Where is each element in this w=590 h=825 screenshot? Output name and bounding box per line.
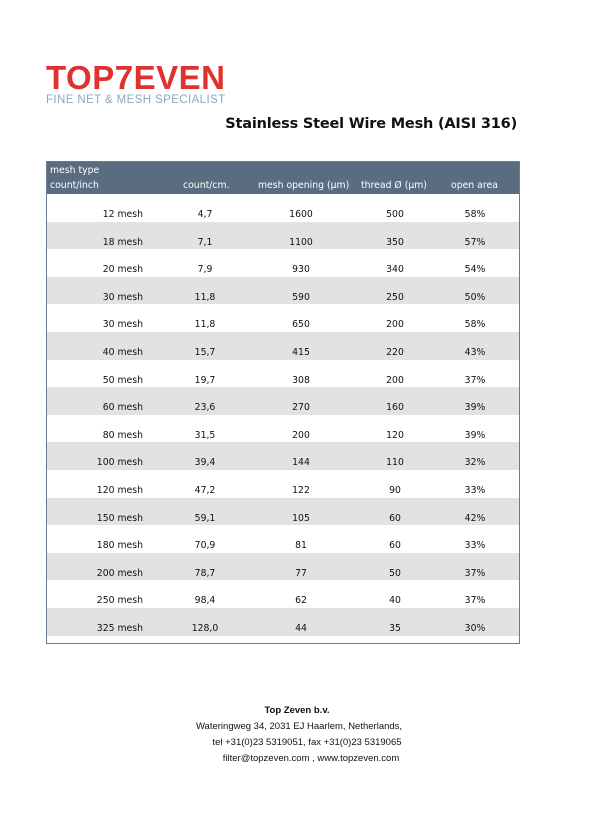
cell-mesh-count: 50 mesh xyxy=(102,374,143,386)
cell-count-cm: 19,7 xyxy=(194,374,216,386)
header-count-inch: count/inch xyxy=(50,180,99,191)
table-row xyxy=(47,277,519,305)
table-row xyxy=(47,553,519,581)
cell-count-cm: 15,7 xyxy=(194,346,216,358)
cell-count-cm: 59,1 xyxy=(194,512,216,524)
cell-mesh-count: 12 mesh xyxy=(102,209,143,220)
cell-mesh-count: 200 mesh xyxy=(96,567,143,579)
table-row xyxy=(47,304,519,332)
logo-wordmark: TOP7EVEN xyxy=(46,59,226,96)
cell-mesh-opening: 590 xyxy=(292,291,310,303)
cell-open-area: 58% xyxy=(464,319,486,331)
cell-mesh-count: 100 mesh xyxy=(96,457,143,469)
cell-count-cm: 78,7 xyxy=(194,567,216,579)
cell-count-cm: 7,9 xyxy=(197,264,213,276)
cell-mesh-opening: 122 xyxy=(292,484,310,496)
cell-open-area: 37% xyxy=(464,374,486,386)
cell-count-cm: 39,4 xyxy=(194,457,216,469)
footer-company: Top Zeven b.v. xyxy=(264,705,330,716)
cell-thread: 40 xyxy=(389,595,401,607)
cell-mesh-opening: 930 xyxy=(292,264,310,276)
cell-mesh-opening: 270 xyxy=(292,402,310,414)
cell-count-cm: 7,1 xyxy=(197,236,213,248)
cell-open-area: 39% xyxy=(464,429,486,441)
cell-mesh-opening: 105 xyxy=(292,512,310,524)
header-mesh-opening: mesh opening (µm) xyxy=(258,180,350,191)
cell-mesh-count: 30 mesh xyxy=(102,319,143,331)
cell-open-area: 39% xyxy=(464,402,486,414)
table-row xyxy=(47,442,519,470)
table-row xyxy=(47,249,519,277)
cell-count-cm: 23,6 xyxy=(194,402,216,414)
table-row xyxy=(47,332,519,360)
cell-open-area: 54% xyxy=(464,264,486,276)
cell-mesh-opening: 62 xyxy=(295,595,307,607)
cell-thread: 200 xyxy=(386,319,404,331)
table-row xyxy=(47,387,519,415)
cell-thread: 60 xyxy=(389,512,401,524)
cell-mesh-count: 18 mesh xyxy=(102,236,143,248)
cell-open-area: 30% xyxy=(464,622,486,634)
table-row xyxy=(47,415,519,443)
page-footer xyxy=(0,703,590,767)
cell-count-cm: 47,2 xyxy=(194,484,216,496)
cell-mesh-count: 250 mesh xyxy=(96,595,143,607)
cell-mesh-count: 325 mesh xyxy=(96,622,143,634)
cell-count-cm: 70,9 xyxy=(194,540,216,552)
cell-open-area: 42% xyxy=(464,512,486,524)
logo-tagline: FINE NET & MESH SPECIALIST xyxy=(46,94,226,106)
cell-count-cm: 31,5 xyxy=(194,429,216,441)
cell-mesh-opening: 81 xyxy=(295,540,307,552)
cell-mesh-opening: 308 xyxy=(292,374,310,386)
cell-count-cm: 98,4 xyxy=(194,595,216,607)
header-thread-diameter: thread Ø (µm) xyxy=(361,180,427,191)
cell-mesh-opening: 44 xyxy=(295,622,307,634)
cell-open-area: 33% xyxy=(464,484,486,496)
table-row xyxy=(47,360,519,388)
cell-thread: 35 xyxy=(389,622,401,634)
cell-count-cm: 128,0 xyxy=(191,622,219,634)
cell-thread: 200 xyxy=(386,374,404,386)
cell-mesh-opening: 1100 xyxy=(289,236,313,248)
cell-open-area: 57% xyxy=(464,236,486,248)
cell-thread: 250 xyxy=(386,291,404,303)
cell-open-area: 58% xyxy=(464,209,486,220)
page-title: Stainless Steel Wire Mesh (AISI 316) xyxy=(225,116,517,132)
table-row xyxy=(47,608,519,636)
cell-mesh-opening: 650 xyxy=(292,319,310,331)
cell-open-area: 37% xyxy=(464,595,486,607)
cell-thread: 120 xyxy=(386,429,404,441)
footer-phone: tel +31(0)23 5319051, fax +31(0)23 5319065 xyxy=(212,737,402,748)
cell-mesh-count: 40 mesh xyxy=(102,346,143,358)
cell-mesh-opening: 1600 xyxy=(289,209,313,220)
table-row xyxy=(47,194,519,222)
table-row xyxy=(47,222,519,250)
company-logo xyxy=(46,59,226,107)
footer-address: Wateringweg 34, 2031 EJ Haarlem, Netherlands, xyxy=(195,721,403,732)
cell-thread: 220 xyxy=(386,346,404,358)
mesh-spec-table xyxy=(46,161,520,644)
cell-thread: 90 xyxy=(389,484,401,496)
cell-mesh-count: 30 mesh xyxy=(102,291,143,303)
cell-open-area: 37% xyxy=(464,567,486,579)
cell-thread: 500 xyxy=(386,209,404,220)
cell-mesh-opening: 200 xyxy=(292,429,310,441)
cell-open-area: 50% xyxy=(464,291,486,303)
cell-count-cm: 11,8 xyxy=(194,319,216,331)
cell-open-area: 32% xyxy=(464,457,486,469)
cell-thread: 350 xyxy=(386,236,404,248)
cell-thread: 160 xyxy=(386,402,404,414)
header-mesh-type: mesh type xyxy=(50,165,100,176)
cell-count-cm: 11,8 xyxy=(194,291,216,303)
table-row xyxy=(47,470,519,498)
cell-count-cm: 4,7 xyxy=(197,209,213,220)
header-count-cm: count/cm. xyxy=(183,180,230,191)
cell-mesh-opening: 77 xyxy=(295,567,307,579)
header-open-area: open area xyxy=(451,180,498,191)
footer-contact: filter@topzeven.com , www.topzeven.com xyxy=(222,753,400,764)
table-row xyxy=(47,525,519,553)
cell-open-area: 43% xyxy=(464,346,486,358)
table-row xyxy=(47,580,519,608)
cell-mesh-count: 120 mesh xyxy=(96,484,143,496)
cell-mesh-count: 150 mesh xyxy=(96,512,143,524)
cell-thread: 60 xyxy=(389,540,401,552)
cell-mesh-count: 60 mesh xyxy=(102,402,143,414)
cell-open-area: 33% xyxy=(464,540,486,552)
cell-mesh-opening: 144 xyxy=(292,457,310,469)
cell-thread: 340 xyxy=(386,264,404,276)
cell-thread: 50 xyxy=(389,567,401,579)
cell-mesh-count: 80 mesh xyxy=(102,429,143,441)
cell-mesh-count: 20 mesh xyxy=(102,264,143,276)
cell-mesh-opening: 415 xyxy=(292,346,310,358)
cell-mesh-count: 180 mesh xyxy=(96,540,143,552)
table-body xyxy=(47,194,519,636)
table-header xyxy=(47,162,519,194)
cell-thread: 110 xyxy=(386,457,404,469)
table-row xyxy=(47,498,519,526)
